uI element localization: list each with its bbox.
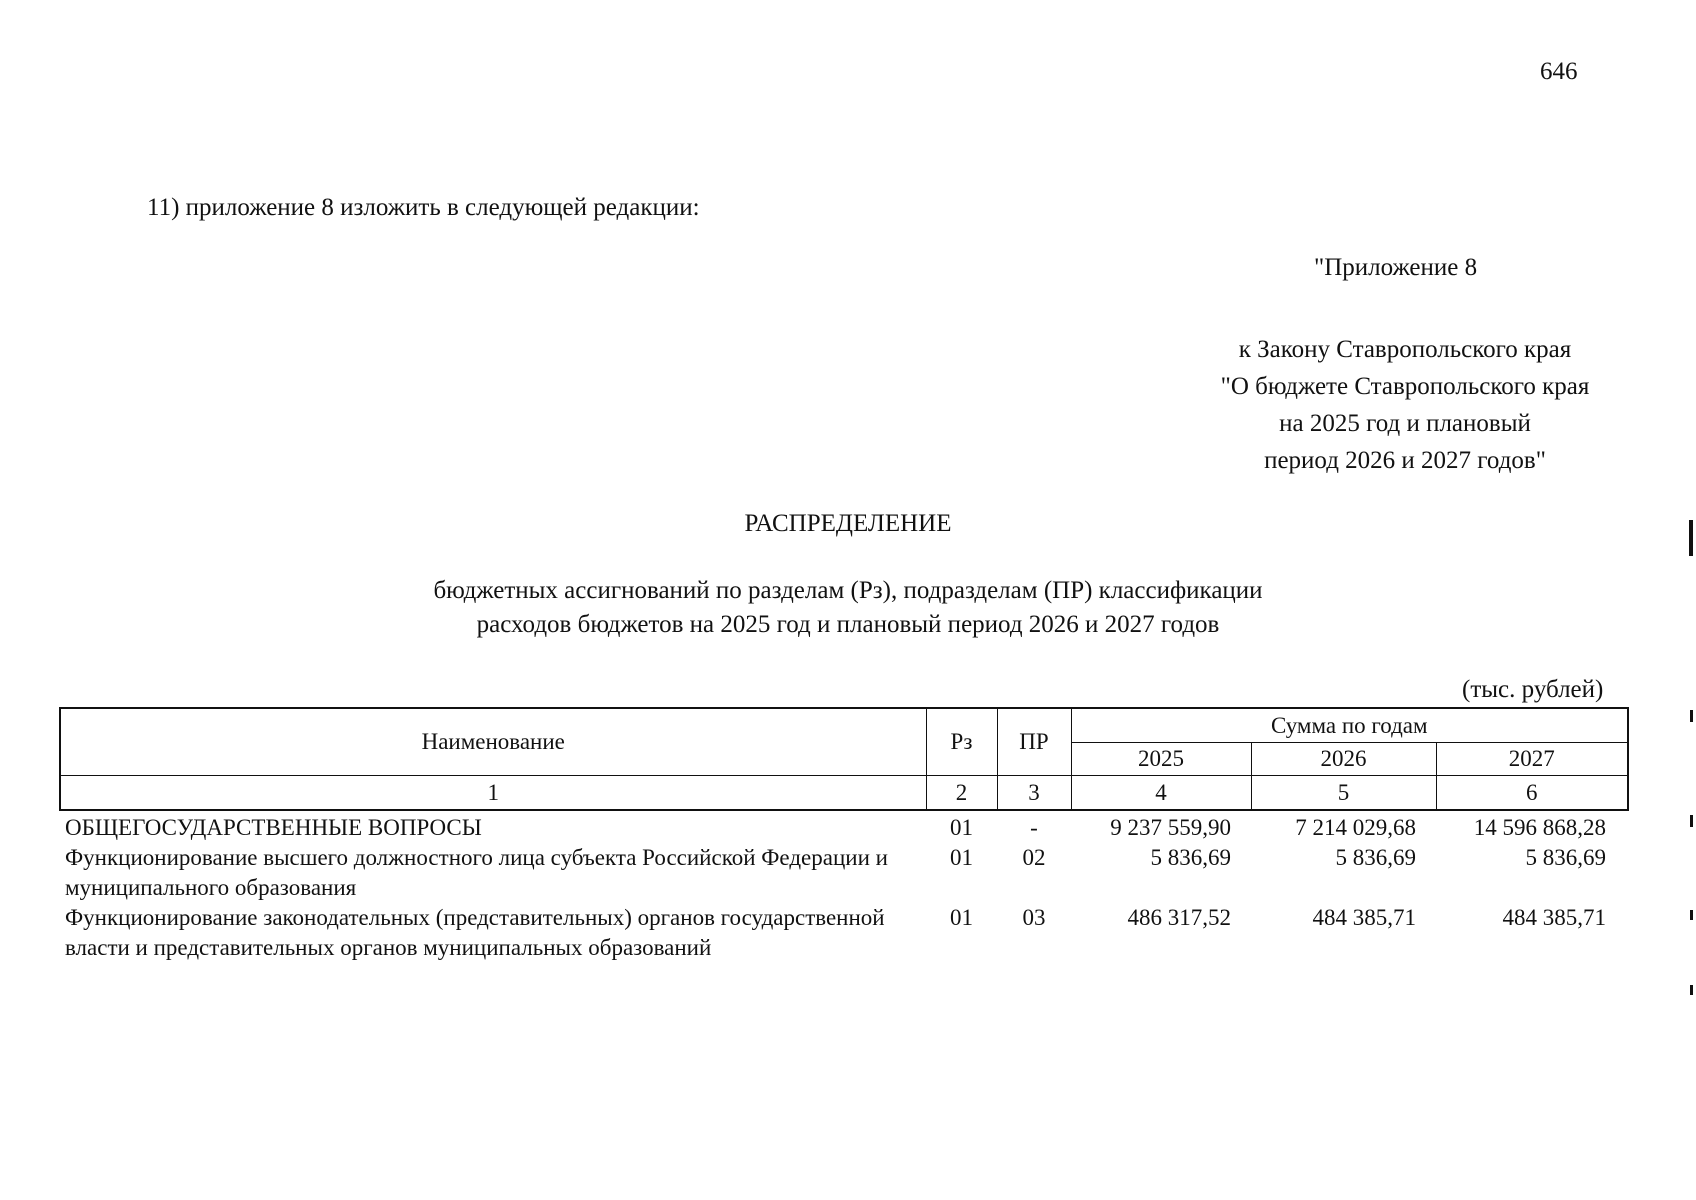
row-value-2026: 7 214 029,68 (1295, 815, 1416, 840)
header-sum-by-years: Сумма по годам (1071, 708, 1628, 743)
row-value-2025: 486 317,52 (1127, 905, 1231, 930)
column-number: 3 (997, 776, 1071, 811)
row-pr: 02 (1022, 845, 1046, 870)
page-number: 646 (1540, 58, 1578, 85)
subheading-line: бюджетных ассигнований по разделам (Рз), подразделам (ПР) классификации (433, 577, 1263, 604)
table-row (60, 903, 1628, 963)
header-year-2025: 2025 (1071, 743, 1251, 776)
column-number: 5 (1251, 776, 1436, 811)
table-body (60, 810, 1628, 963)
subheading-line: расходов бюджетов на 2025 год и плановый период 2026 и 2027 годов (476, 611, 1220, 638)
column-number: 4 (1071, 776, 1251, 811)
row-value-2026: 5 836,69 (1335, 845, 1416, 870)
table-row (60, 810, 1628, 843)
appendix-ref-line: к Закону Ставропольского края (1238, 336, 1572, 363)
document-heading: РАСПРЕДЕЛЕНИЕ (744, 510, 952, 537)
table-header (60, 708, 1628, 810)
units-label: (тыс. рублей) (1462, 676, 1604, 703)
appendix-ref-line: на 2025 год и плановый (1279, 410, 1531, 437)
appendix-ref-line: период 2026 и 2027 годов" (1264, 447, 1546, 474)
table-row (60, 843, 1628, 903)
row-value-2025: 5 836,69 (1150, 845, 1231, 870)
header-name: Наименование (60, 708, 926, 776)
row-pr: - (1030, 815, 1038, 840)
header-rz: Рз (926, 708, 997, 776)
header-year-2026: 2026 (1251, 743, 1436, 776)
row-name: ОБЩЕГОСУДАРСТВЕННЫЕ ВОПРОСЫ (65, 815, 482, 840)
row-name: Функционирование высшего должностного лица субъекта Российской Федерации и муниципального образования (65, 845, 888, 900)
row-rz: 01 (950, 845, 973, 870)
appendix-reference (1190, 331, 1620, 479)
row-rz: 01 (950, 815, 973, 840)
row-pr: 03 (1022, 905, 1046, 930)
row-rz: 01 (950, 905, 973, 930)
header-year-2027: 2027 (1436, 743, 1628, 776)
scan-edge-mark (1690, 815, 1693, 827)
row-name: Функционирование законодательных (представительных) органов государственной власти и представительных органов муниципальных образований (65, 905, 885, 960)
column-number: 6 (1436, 776, 1628, 811)
row-value-2027: 484 385,71 (1502, 905, 1606, 930)
column-number: 2 (926, 776, 997, 811)
row-value-2025: 9 237 559,90 (1110, 815, 1231, 840)
intro-paragraph: 11) приложение 8 изложить в следующей редакции: (147, 194, 700, 221)
row-value-2027: 14 596 868,28 (1473, 815, 1606, 840)
row-value-2026: 484 385,71 (1312, 905, 1416, 930)
document-subheading (0, 574, 1696, 642)
appendix-title: "Приложение 8 (1314, 254, 1478, 281)
column-number: 1 (60, 776, 926, 811)
budget-table (59, 707, 1629, 963)
appendix-ref-line: "О бюджете Ставропольского края (1220, 373, 1590, 400)
scan-edge-mark (1690, 985, 1693, 995)
scan-edge-mark (1689, 520, 1693, 556)
row-value-2027: 5 836,69 (1525, 845, 1606, 870)
scan-edge-mark (1690, 710, 1693, 722)
header-pr: ПР (997, 708, 1071, 776)
scan-edge-mark (1690, 910, 1693, 920)
